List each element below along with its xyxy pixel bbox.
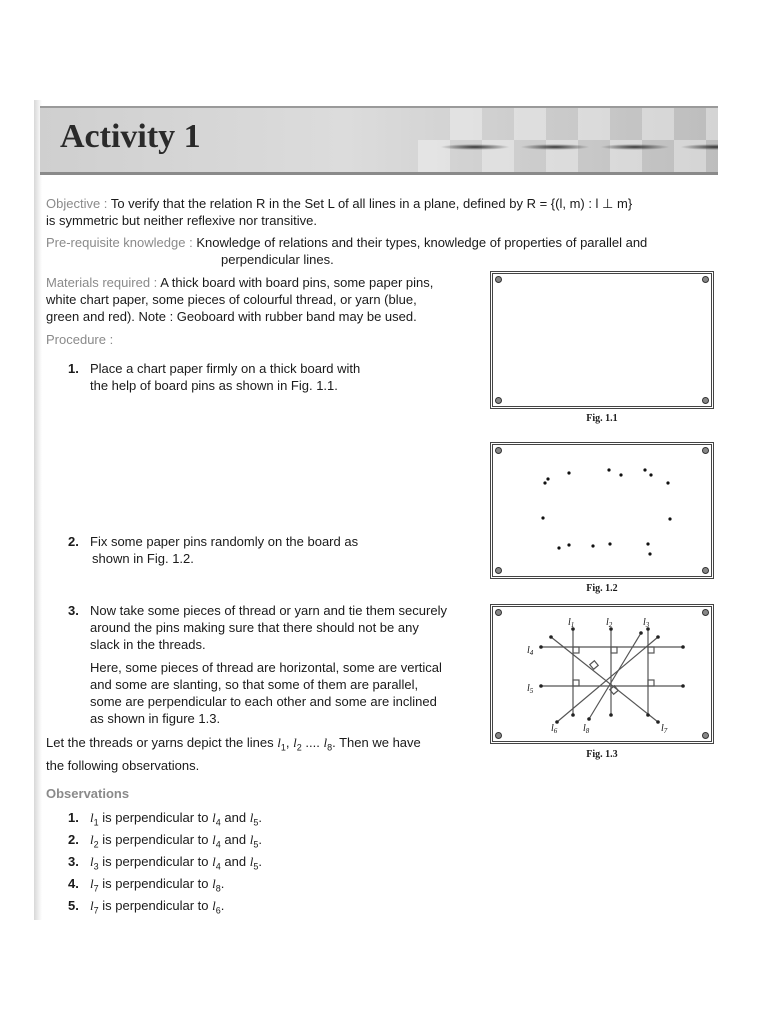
line-index: 2 (93, 839, 99, 850)
line-index: 5 (253, 817, 259, 828)
observation-conjunction: and (224, 810, 247, 825)
svg-text:l7: $l_7$ (661, 723, 668, 735)
step-number: 3. (68, 603, 79, 618)
objective-text: To verify that the relation R in the Set L of all lines in a plane, defined by R = {(l, m) : l ⊥ m} (110, 196, 633, 211)
figure-threads (490, 604, 714, 744)
threads-diagram (493, 607, 711, 741)
figure-board-empty (490, 271, 714, 409)
observation-conjunction: and (224, 854, 247, 869)
line-index: 6 (215, 905, 221, 916)
observation-conjunction: and (224, 832, 247, 847)
step-number: 2. (68, 534, 79, 549)
procedure-step-3-detail (90, 659, 480, 727)
observation-number: 2. (68, 832, 79, 847)
paper-pins-diagram (493, 445, 711, 576)
figure-board-pins (490, 442, 714, 579)
procedure-label: Procedure : (46, 332, 114, 347)
activity-title: Activity 1 (60, 118, 201, 155)
svg-text:l2: $l_2$ (606, 617, 613, 629)
conclusion-text-2: the following observations. (46, 757, 200, 773)
observation-item: 5. $l_7$ is perpendicular to $l_6$. (68, 898, 225, 916)
step-text: and some are slanting, so that some of them are parallel, (90, 677, 419, 692)
materials-text: A thick board with board pins, some paper pins, (160, 275, 434, 290)
figure-caption: Fig. 1.2 (586, 583, 618, 594)
prerequisite-label: Pre-requisite knowledge : (46, 235, 193, 250)
banner-decoration (600, 144, 670, 150)
observation-text: is perpendicular to (102, 810, 209, 825)
line-symbol: l (212, 898, 216, 913)
line-symbol: l (249, 832, 254, 847)
line-index: 4 (215, 817, 221, 828)
objective-label: Objective : (46, 196, 108, 211)
line-symbol: l (90, 898, 94, 913)
step-text: Here, some pieces of thread are horizontal, some are vertical (90, 660, 442, 675)
banner-decoration (520, 144, 590, 150)
banner-pattern (418, 108, 718, 172)
figure-caption: Fig. 1.3 (586, 749, 618, 760)
line-symbol: l (212, 810, 216, 825)
line-index: 4 (215, 861, 221, 872)
step-text: slack in the threads. (90, 637, 206, 652)
prerequisite-text: Knowledge of relations and their types, knowledge of properties of parallel and (196, 235, 648, 250)
step-text: the help of board pins as shown in Fig. 1.1. (90, 378, 338, 393)
svg-text:l8: $l_8$ (583, 723, 590, 735)
svg-text:l4: $l_4$ (527, 645, 534, 657)
line-index: 4 (215, 839, 221, 850)
conclusion-text: Let the threads or yarns depict the lines (46, 735, 274, 750)
line-index: 5 (253, 839, 259, 850)
line-symbol: l (90, 854, 94, 869)
step-text: shown in Fig. 1.2. (92, 551, 194, 566)
line-index: 3 (93, 861, 99, 872)
observation-number: 5. (68, 898, 79, 913)
line-index: 5 (253, 861, 259, 872)
observation-number: 3. (68, 854, 79, 869)
board-pin (495, 397, 502, 404)
board-pin (495, 276, 502, 283)
prerequisite-text-2: perpendicular lines. (221, 252, 334, 267)
observation-number: 4. (68, 876, 79, 891)
line-index: 7 (93, 905, 99, 916)
banner-decoration (440, 144, 510, 150)
materials-text-2: white chart paper, some pieces of colourful thread, or yarn (blue, (46, 292, 417, 307)
step-number: 1. (68, 361, 79, 376)
figure-caption: Fig. 1.1 (586, 413, 618, 424)
materials-label: Materials required : (46, 275, 158, 290)
procedure-conclusion: Let the threads or yarns depict the lines $l_1$, $l_2$ .... $l_8$. Then we have the following observations. (46, 735, 421, 773)
step-text: around the pins making sure that there should not be any (90, 620, 419, 635)
line-symbol: l (90, 810, 94, 825)
line-symbol: l (249, 854, 254, 869)
procedure-step-1 (68, 360, 468, 394)
observation-text: is perpendicular to (102, 898, 209, 913)
step-text: Place a chart paper firmly on a thick board with (90, 361, 361, 376)
line-symbol: l (212, 832, 216, 847)
activity-banner (40, 106, 718, 175)
observation-number: 1. (68, 810, 79, 825)
svg-text:l6: $l_6$ (551, 723, 558, 735)
observation-text: is perpendicular to (102, 832, 209, 847)
step-text: Fix some paper pins randomly on the board as (90, 534, 359, 549)
observation-item: 3. $l_3$ is perpendicular to $l_4$ and $l_5$. (68, 854, 262, 872)
observation-item: 4. $l_7$ is perpendicular to $l_8$. (68, 876, 225, 894)
line-symbol: l (90, 876, 94, 891)
line-index: 8 (215, 883, 221, 894)
observation-item: 2. $l_2$ is perpendicular to $l_4$ and $l_5$. (68, 832, 262, 850)
page-margin-shadow (34, 100, 42, 920)
materials-text-3: green and red). Note : Geoboard with rubber band may be used. (46, 309, 417, 324)
procedure-step-2 (68, 533, 468, 567)
svg-text:l3: $l_3$ (643, 617, 650, 629)
observations-label: Observations (46, 786, 130, 801)
observation-item: 1. $l_1$ is perpendicular to $l_4$ and $l_5$. (68, 810, 262, 828)
procedure-step-3 (68, 602, 478, 653)
line-symbol: l (212, 854, 216, 869)
observation-text: is perpendicular to (102, 876, 209, 891)
line-symbol: l (90, 832, 94, 847)
line-index: 1 (93, 817, 99, 828)
svg-text:l5: $l_5$ (527, 683, 534, 695)
svg-text:l1: $l_1$ (568, 617, 575, 629)
step-text: Now take some pieces of thread or yarn and tie them securely (90, 603, 447, 618)
step-text: some are perpendicular to each other and some are inclined (90, 694, 437, 709)
materials-section (46, 274, 476, 325)
board-pin (702, 397, 709, 404)
conclusion-text: Then we have (339, 735, 421, 750)
objective-text-2: is symmetric but neither reflexive nor transitive. (46, 213, 317, 228)
step-text: as shown in figure 1.3. (90, 711, 221, 726)
board-pin (702, 276, 709, 283)
observation-text: is perpendicular to (102, 854, 209, 869)
line-index: 7 (93, 883, 99, 894)
line-symbol: l (212, 876, 216, 891)
line-symbol: l (249, 810, 254, 825)
objective-section (46, 195, 726, 229)
prerequisite-section (46, 234, 726, 268)
